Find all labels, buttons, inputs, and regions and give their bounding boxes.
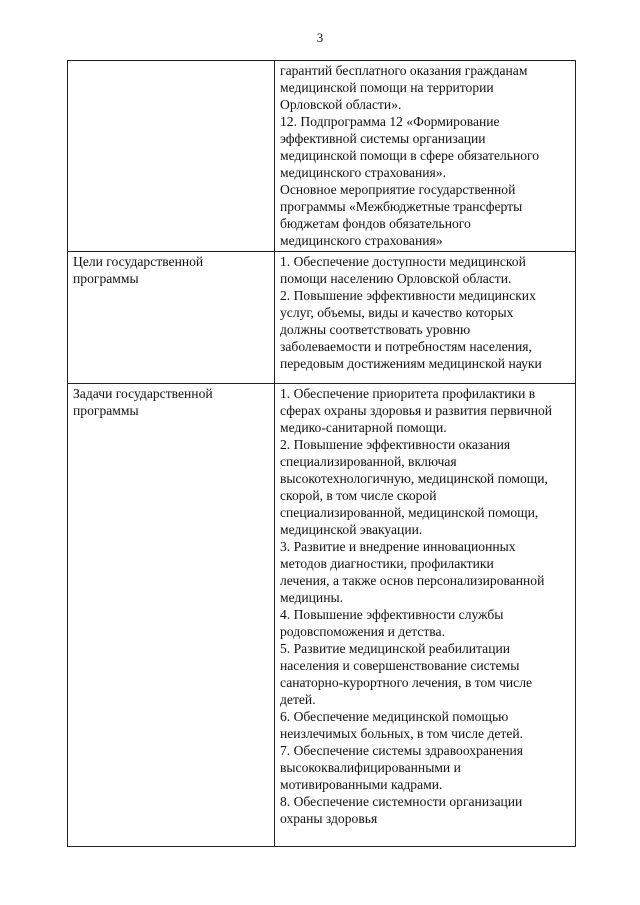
text-line: 1. Обеспечение доступности медицинской	[280, 254, 526, 269]
text-line: сферах охраны здоровья и развития первичной	[280, 403, 553, 418]
text-line: программы «Межбюджетные трансферты	[280, 199, 523, 214]
label-line: программы	[73, 271, 139, 286]
label-line: программы	[73, 403, 139, 418]
text-line: 12. Подпрограмма 12 «Формирование	[280, 114, 500, 129]
text-line: 4. Повышение эффективности службы	[280, 607, 504, 622]
text-line: скорой, в том числе скорой	[280, 488, 437, 503]
text-line: 2. Повышение эффективности оказания	[280, 437, 511, 452]
text-line: населения и совершенствование системы	[280, 658, 520, 673]
table-row-subprogram-continuation	[68, 61, 576, 252]
text-line: лечения, а также основ персонализированной	[280, 573, 545, 588]
label-line: Задачи государственной	[73, 386, 213, 401]
text-line: санаторно-курортного лечения, в том числе	[280, 675, 533, 690]
program-passport-table	[67, 60, 576, 847]
text-line: медицинской помощи на территории	[280, 80, 494, 95]
text-line: медицинского страхования».	[280, 165, 446, 180]
text-line: Основное мероприятие государственной	[280, 182, 516, 197]
text-line: 2. Повышение эффективности медицинских	[280, 288, 536, 303]
table-row-tasks	[68, 384, 576, 847]
text-line: эффективной системы организации	[280, 131, 486, 146]
text-line: охраны здоровья	[280, 811, 378, 826]
text-line: должны соответствовать уровню	[280, 322, 471, 337]
text-line: бюджетам фондов обязательного	[280, 216, 471, 231]
subprogram-list-cell	[275, 61, 576, 252]
text-line: высококвалифицированными и	[280, 760, 461, 775]
text-line: родовспоможения и детства.	[280, 624, 445, 639]
text-line: 7. Обеспечение системы здравоохранения	[280, 743, 524, 758]
goals-label-cell	[68, 252, 275, 384]
text-line: мотивированными кадрами.	[280, 777, 443, 792]
page-number: 3	[316, 30, 324, 45]
text-line: Орловской области».	[280, 97, 402, 112]
text-line: медицинской помощи в сфере обязательного	[280, 148, 540, 163]
text-line: 1. Обеспечение приоритета профилактики в	[280, 386, 536, 401]
label-cell-empty	[68, 61, 275, 252]
text-line: 8. Обеспечение системности организации	[280, 794, 523, 809]
text-line: услуг, объемы, виды и качество которых	[280, 305, 514, 320]
text-line: медицинской эвакуации.	[280, 522, 423, 537]
tasks-label-cell	[68, 384, 275, 847]
text-line: медицины.	[280, 590, 344, 605]
label-line: Цели государственной	[73, 254, 204, 269]
text-line: помощи населению Орловской области.	[280, 271, 512, 286]
text-line: передовым достижениям медицинской науки	[280, 356, 542, 371]
text-line: заболеваемости и потребностям населения,	[280, 339, 532, 354]
text-line: высокотехнологичную, медицинской помощи,	[280, 471, 548, 486]
table-row-goals	[68, 252, 576, 384]
goals-content-cell	[275, 252, 576, 384]
text-line: медицинского страхования»	[280, 233, 443, 248]
text-line: специализированной, включая	[280, 454, 457, 469]
text-line: специализированной, медицинской помощи,	[280, 505, 539, 520]
text-line: методов диагностики, профилактики	[280, 556, 494, 571]
text-line: неизлечимых больных, в том числе детей.	[280, 726, 524, 741]
text-line: 3. Развитие и внедрение инновационных	[280, 539, 516, 554]
text-line: детей.	[280, 692, 316, 707]
text-line: медико-санитарной помощи.	[280, 420, 447, 435]
tasks-content-cell	[275, 384, 576, 847]
text-line: 5. Развитие медицинской реабилитации	[280, 641, 511, 656]
text-line: гарантий бесплатного оказания гражданам	[280, 63, 528, 78]
text-line: 6. Обеспечение медицинской помощью	[280, 709, 509, 724]
